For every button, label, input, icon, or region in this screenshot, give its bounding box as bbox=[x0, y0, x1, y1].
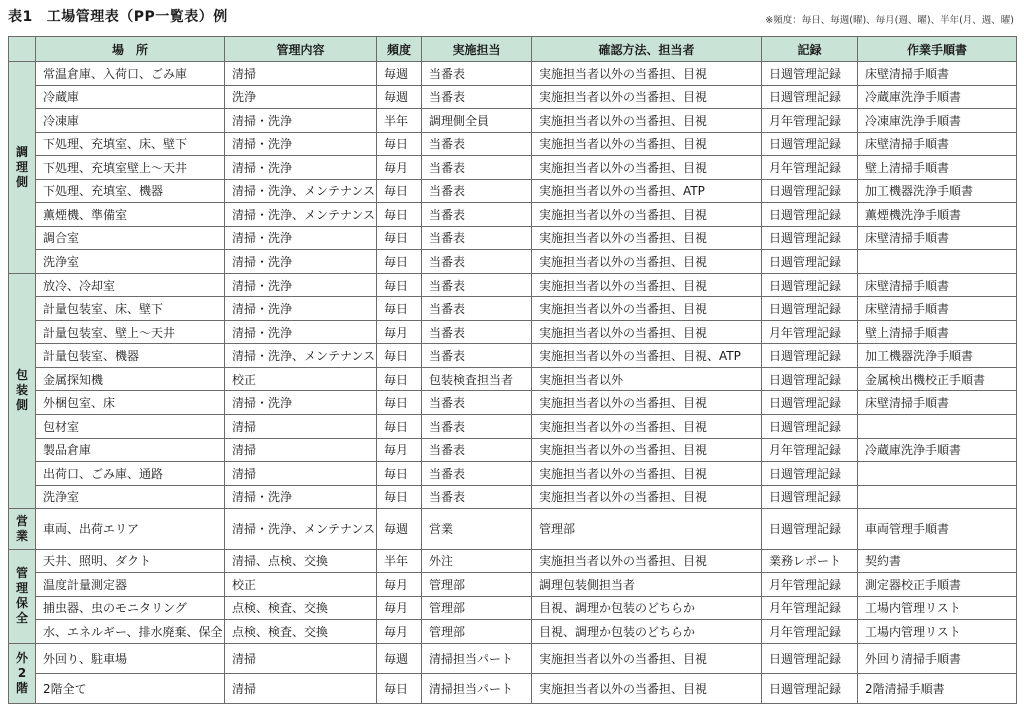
procedure-cell bbox=[858, 462, 1017, 486]
assignee-cell: 当番表 bbox=[422, 273, 532, 297]
location-cell: 下処理、充填室、床、壁下 bbox=[36, 132, 225, 156]
check-method-cell: 実施担当者以外の当番担、目視 bbox=[532, 462, 762, 486]
location-cell: 洗浄室 bbox=[36, 485, 225, 509]
management-cell: 清掃・洗浄 bbox=[225, 273, 377, 297]
frequency-cell: 毎週 bbox=[377, 509, 422, 550]
table-row bbox=[9, 485, 1017, 509]
check-method-cell: 目視、調理か包装のどちらか bbox=[532, 620, 762, 644]
table-row bbox=[9, 132, 1017, 156]
record-cell: 日週管理記録 bbox=[762, 643, 858, 673]
check-method-cell: 調理包装側担当者 bbox=[532, 573, 762, 597]
location-cell: 金属探知機 bbox=[36, 367, 225, 391]
procedure-cell: 床壁清掃手順書 bbox=[858, 226, 1017, 250]
table-row bbox=[9, 367, 1017, 391]
check-method-cell: 実施担当者以外の当番担、目視 bbox=[532, 391, 762, 415]
location-cell: 下処理、充填室壁上～天井 bbox=[36, 156, 225, 180]
frequency-cell: 毎日 bbox=[377, 226, 422, 250]
management-cell: 校正 bbox=[225, 367, 377, 391]
pp-management-table bbox=[8, 36, 1017, 704]
location-cell: 出荷口、ごみ庫、通路 bbox=[36, 462, 225, 486]
table-row bbox=[9, 643, 1017, 673]
check-method-cell: 実施担当者以外の当番担、目視、ATP bbox=[532, 344, 762, 368]
management-cell: 清掃・洗浄 bbox=[225, 226, 377, 250]
frequency-cell: 毎月 bbox=[377, 320, 422, 344]
frequency-cell: 半年 bbox=[377, 109, 422, 133]
check-method-cell: 実施担当者以外の当番担、目視 bbox=[532, 643, 762, 673]
frequency-cell: 毎月 bbox=[377, 573, 422, 597]
table-row bbox=[9, 320, 1017, 344]
table-row bbox=[9, 414, 1017, 438]
location-cell: 冷凍庫 bbox=[36, 109, 225, 133]
record-cell: 日週管理記録 bbox=[762, 179, 858, 203]
check-method-cell: 目視、調理か包装のどちらか bbox=[532, 596, 762, 620]
frequency-cell: 半年 bbox=[377, 549, 422, 573]
location-cell: 薫煙機、準備室 bbox=[36, 203, 225, 227]
record-cell: 月年管理記録 bbox=[762, 109, 858, 133]
management-cell: 清掃・洗浄、メンテナンス bbox=[225, 344, 377, 368]
procedure-cell: 床壁清掃手順書 bbox=[858, 273, 1017, 297]
table-row bbox=[9, 673, 1017, 703]
record-cell: 日週管理記録 bbox=[762, 462, 858, 486]
frequency-cell: 毎日 bbox=[377, 250, 422, 274]
management-cell: 清掃 bbox=[225, 62, 377, 86]
check-method-cell: 実施担当者以外の当番担、目視 bbox=[532, 109, 762, 133]
management-cell: 校正 bbox=[225, 573, 377, 597]
check-method-cell: 実施担当者以外の当番担、目視 bbox=[532, 320, 762, 344]
management-cell: 洗浄 bbox=[225, 85, 377, 109]
management-cell: 清掃 bbox=[225, 673, 377, 703]
table-row bbox=[9, 462, 1017, 486]
check-method-cell: 実施担当者以外の当番担、目視 bbox=[532, 297, 762, 321]
frequency-cell: 毎週 bbox=[377, 62, 422, 86]
assignee-cell: 当番表 bbox=[422, 438, 532, 462]
frequency-cell: 毎日 bbox=[377, 485, 422, 509]
category-label: 管理保全 bbox=[15, 566, 28, 626]
check-method-cell: 管理部 bbox=[532, 509, 762, 550]
assignee-cell: 当番表 bbox=[422, 344, 532, 368]
check-method-cell: 実施担当者以外の当番担、目視 bbox=[532, 85, 762, 109]
table-row bbox=[9, 297, 1017, 321]
procedure-cell: 冷蔵庫洗浄手順書 bbox=[858, 85, 1017, 109]
assignee-cell: 管理部 bbox=[422, 573, 532, 597]
assignee-cell: 当番表 bbox=[422, 320, 532, 344]
management-cell: 清掃・洗浄 bbox=[225, 485, 377, 509]
table-row bbox=[9, 344, 1017, 368]
table-number: 表1 bbox=[8, 9, 33, 25]
category-label: 調理側 bbox=[15, 144, 28, 189]
assignee-cell: 当番表 bbox=[422, 250, 532, 274]
assignee-cell: 当番表 bbox=[422, 203, 532, 227]
check-method-cell: 実施担当者以外の当番担、目視 bbox=[532, 226, 762, 250]
location-cell: 調合室 bbox=[36, 226, 225, 250]
header-management: 管理内容 bbox=[225, 37, 377, 62]
assignee-cell: 包装検査担当者 bbox=[422, 367, 532, 391]
record-cell: 月年管理記録 bbox=[762, 620, 858, 644]
table-row bbox=[9, 549, 1017, 573]
table-row bbox=[9, 250, 1017, 274]
assignee-cell: 当番表 bbox=[422, 226, 532, 250]
check-method-cell: 実施担当者以外の当番担、目視 bbox=[532, 273, 762, 297]
procedure-cell: 金属検出機校正手順書 bbox=[858, 367, 1017, 391]
assignee-cell: 当番表 bbox=[422, 485, 532, 509]
table-row bbox=[9, 109, 1017, 133]
table-row bbox=[9, 273, 1017, 297]
management-cell: 清掃 bbox=[225, 462, 377, 486]
procedure-cell bbox=[858, 250, 1017, 274]
record-cell: 日週管理記録 bbox=[762, 485, 858, 509]
record-cell: 日週管理記録 bbox=[762, 226, 858, 250]
check-method-cell: 実施担当者以外の当番担、目視 bbox=[532, 673, 762, 703]
record-cell: 日週管理記録 bbox=[762, 367, 858, 391]
table-row bbox=[9, 156, 1017, 180]
management-cell: 清掃・洗浄 bbox=[225, 132, 377, 156]
check-method-cell: 実施担当者以外の当番担、目視 bbox=[532, 62, 762, 86]
check-method-cell: 実施担当者以外 bbox=[532, 367, 762, 391]
header-row bbox=[9, 37, 1017, 62]
procedure-cell: 外回り清掃手順書 bbox=[858, 643, 1017, 673]
management-cell: 清掃・洗浄 bbox=[225, 391, 377, 415]
location-cell: 水、エネルギー、排水廃棄、保全 bbox=[36, 620, 225, 644]
procedure-cell: 冷蔵庫洗浄手順書 bbox=[858, 438, 1017, 462]
frequency-cell: 毎日 bbox=[377, 273, 422, 297]
table-body bbox=[9, 62, 1017, 704]
procedure-cell: 加工機器洗浄手順書 bbox=[858, 344, 1017, 368]
frequency-cell: 毎月 bbox=[377, 596, 422, 620]
frequency-cell: 毎日 bbox=[377, 367, 422, 391]
assignee-cell: 管理部 bbox=[422, 596, 532, 620]
procedure-cell: 床壁清掃手順書 bbox=[858, 391, 1017, 415]
management-cell: 清掃・洗浄、メンテナンス bbox=[225, 203, 377, 227]
frequency-cell: 毎日 bbox=[377, 344, 422, 368]
table-row bbox=[9, 620, 1017, 644]
header-category bbox=[9, 37, 36, 62]
management-cell: 清掃、点検、交換 bbox=[225, 549, 377, 573]
header-frequency: 頻度 bbox=[377, 37, 422, 62]
management-cell: 清掃・洗浄 bbox=[225, 320, 377, 344]
frequency-cell: 毎日 bbox=[377, 132, 422, 156]
frequency-cell: 毎週 bbox=[377, 85, 422, 109]
assignee-cell: 清掃担当パート bbox=[422, 673, 532, 703]
frequency-cell: 毎日 bbox=[377, 462, 422, 486]
header-location: 場 所 bbox=[36, 37, 225, 62]
record-cell: 日週管理記録 bbox=[762, 85, 858, 109]
location-cell: 放冷、冷却室 bbox=[36, 273, 225, 297]
record-cell: 日週管理記録 bbox=[762, 62, 858, 86]
header-record: 記録 bbox=[762, 37, 858, 62]
category-cell bbox=[9, 273, 36, 508]
assignee-cell: 外注 bbox=[422, 549, 532, 573]
frequency-cell: 毎日 bbox=[377, 414, 422, 438]
procedure-cell bbox=[858, 414, 1017, 438]
assignee-cell: 管理部 bbox=[422, 620, 532, 644]
management-cell: 点検、検査、交換 bbox=[225, 620, 377, 644]
record-cell: 月年管理記録 bbox=[762, 573, 858, 597]
location-cell: 下処理、充填室、機器 bbox=[36, 179, 225, 203]
procedure-cell: 工場内管理リスト bbox=[858, 596, 1017, 620]
check-method-cell: 実施担当者以外の当番担、目視 bbox=[532, 414, 762, 438]
record-cell: 日週管理記録 bbox=[762, 673, 858, 703]
table-row bbox=[9, 62, 1017, 86]
category-label: 外2階 bbox=[15, 650, 28, 695]
location-cell: 製品倉庫 bbox=[36, 438, 225, 462]
header-assignee: 実施担当 bbox=[422, 37, 532, 62]
assignee-cell: 当番表 bbox=[422, 179, 532, 203]
assignee-cell: 当番表 bbox=[422, 156, 532, 180]
table-row bbox=[9, 179, 1017, 203]
frequency-cell: 毎月 bbox=[377, 156, 422, 180]
assignee-cell: 当番表 bbox=[422, 391, 532, 415]
procedure-cell: 冷凍庫洗浄手順書 bbox=[858, 109, 1017, 133]
procedure-cell: 工場内管理リスト bbox=[858, 620, 1017, 644]
check-method-cell: 実施担当者以外の当番担、目視 bbox=[532, 549, 762, 573]
category-label: 営業 bbox=[15, 513, 28, 543]
procedure-cell: 壁上清掃手順書 bbox=[858, 156, 1017, 180]
location-cell: 計量包装室、壁上～天井 bbox=[36, 320, 225, 344]
location-cell: 常温倉庫、入荷口、ごみ庫 bbox=[36, 62, 225, 86]
location-cell: 計量包装室、機器 bbox=[36, 344, 225, 368]
location-cell: 包材室 bbox=[36, 414, 225, 438]
table-title bbox=[8, 6, 228, 26]
table-row bbox=[9, 391, 1017, 415]
category-label: 包装側 bbox=[15, 368, 28, 413]
record-cell: 月年管理記録 bbox=[762, 438, 858, 462]
procedure-cell: 床壁清掃手順書 bbox=[858, 62, 1017, 86]
frequency-note: ※頻度：毎日、毎週(曜)、毎月(週、曜)、半年(月、週、曜) bbox=[765, 15, 1014, 26]
check-method-cell: 実施担当者以外の当番担、目視 bbox=[532, 156, 762, 180]
frequency-cell: 毎月 bbox=[377, 438, 422, 462]
record-cell: 月年管理記録 bbox=[762, 596, 858, 620]
category-cell bbox=[9, 62, 36, 274]
check-method-cell: 実施担当者以外の当番担、目視 bbox=[532, 438, 762, 462]
management-cell: 点検、検査、交換 bbox=[225, 596, 377, 620]
record-cell: 日週管理記録 bbox=[762, 203, 858, 227]
frequency-cell: 毎日 bbox=[377, 673, 422, 703]
procedure-cell: 測定器校正手順書 bbox=[858, 573, 1017, 597]
record-cell: 業務レポート bbox=[762, 549, 858, 573]
location-cell: 外梱包室、床 bbox=[36, 391, 225, 415]
record-cell: 日週管理記録 bbox=[762, 273, 858, 297]
procedure-cell: 床壁清掃手順書 bbox=[858, 132, 1017, 156]
management-cell: 清掃 bbox=[225, 414, 377, 438]
location-cell: 洗浄室 bbox=[36, 250, 225, 274]
table-row bbox=[9, 226, 1017, 250]
location-cell: 外回り、駐車場 bbox=[36, 643, 225, 673]
assignee-cell: 当番表 bbox=[422, 132, 532, 156]
table-row bbox=[9, 85, 1017, 109]
record-cell: 日週管理記録 bbox=[762, 344, 858, 368]
check-method-cell: 実施担当者以外の当番担、目視 bbox=[532, 485, 762, 509]
management-cell: 清掃・洗浄 bbox=[225, 109, 377, 133]
table-row bbox=[9, 438, 1017, 462]
management-cell: 清掃・洗浄 bbox=[225, 297, 377, 321]
procedure-cell: 床壁清掃手順書 bbox=[858, 297, 1017, 321]
management-cell: 清掃・洗浄、メンテナンス bbox=[225, 179, 377, 203]
record-cell: 月年管理記録 bbox=[762, 156, 858, 180]
category-cell bbox=[9, 509, 36, 550]
check-method-cell: 実施担当者以外の当番担、目視 bbox=[532, 132, 762, 156]
management-cell: 清掃 bbox=[225, 438, 377, 462]
location-cell: 計量包装室、床、壁下 bbox=[36, 297, 225, 321]
procedure-cell: 2階清掃手順書 bbox=[858, 673, 1017, 703]
location-cell: 車両、出荷エリア bbox=[36, 509, 225, 550]
management-cell: 清掃・洗浄 bbox=[225, 156, 377, 180]
location-cell: 捕虫器、虫のモニタリング bbox=[36, 596, 225, 620]
procedure-cell: 壁上清掃手順書 bbox=[858, 320, 1017, 344]
assignee-cell: 当番表 bbox=[422, 62, 532, 86]
assignee-cell: 営業 bbox=[422, 509, 532, 550]
category-cell bbox=[9, 643, 36, 703]
record-cell: 日週管理記録 bbox=[762, 132, 858, 156]
check-method-cell: 実施担当者以外の当番担、ATP bbox=[532, 179, 762, 203]
procedure-cell: 薫煙機洗浄手順書 bbox=[858, 203, 1017, 227]
assignee-cell: 当番表 bbox=[422, 414, 532, 438]
record-cell: 日週管理記録 bbox=[762, 391, 858, 415]
assignee-cell: 調理側全員 bbox=[422, 109, 532, 133]
procedure-cell: 契約書 bbox=[858, 549, 1017, 573]
table-row bbox=[9, 203, 1017, 227]
assignee-cell: 当番表 bbox=[422, 462, 532, 486]
location-cell: 天井、照明、ダクト bbox=[36, 549, 225, 573]
location-cell: 温度計量測定器 bbox=[36, 573, 225, 597]
record-cell: 日週管理記録 bbox=[762, 297, 858, 321]
header-procedure: 作業手順書 bbox=[858, 37, 1017, 62]
assignee-cell: 当番表 bbox=[422, 297, 532, 321]
location-cell: 冷蔵庫 bbox=[36, 85, 225, 109]
record-cell: 日週管理記録 bbox=[762, 509, 858, 550]
frequency-cell: 毎月 bbox=[377, 620, 422, 644]
frequency-cell: 毎週 bbox=[377, 643, 422, 673]
management-cell: 清掃・洗浄、メンテナンス bbox=[225, 509, 377, 550]
management-cell: 清掃 bbox=[225, 643, 377, 673]
location-cell: 2階全て bbox=[36, 673, 225, 703]
frequency-cell: 毎日 bbox=[377, 391, 422, 415]
assignee-cell: 当番表 bbox=[422, 85, 532, 109]
check-method-cell: 実施担当者以外の当番担、目視 bbox=[532, 203, 762, 227]
table-title-text: 工場管理表（PP一覧表）例 bbox=[46, 9, 228, 25]
frequency-cell: 毎日 bbox=[377, 203, 422, 227]
assignee-cell: 清掃担当パート bbox=[422, 643, 532, 673]
record-cell: 月年管理記録 bbox=[762, 320, 858, 344]
category-cell bbox=[9, 549, 36, 643]
procedure-cell: 加工機器洗浄手順書 bbox=[858, 179, 1017, 203]
header-check-method: 確認方法、担当者 bbox=[532, 37, 762, 62]
record-cell: 日週管理記録 bbox=[762, 414, 858, 438]
frequency-cell: 毎日 bbox=[377, 297, 422, 321]
procedure-cell bbox=[858, 485, 1017, 509]
record-cell: 日週管理記録 bbox=[762, 250, 858, 274]
procedure-cell: 車両管理手順書 bbox=[858, 509, 1017, 550]
table-row bbox=[9, 573, 1017, 597]
frequency-cell: 毎日 bbox=[377, 179, 422, 203]
table-row bbox=[9, 509, 1017, 550]
check-method-cell: 実施担当者以外の当番担、目視 bbox=[532, 250, 762, 274]
management-cell: 清掃・洗浄 bbox=[225, 250, 377, 274]
table-row bbox=[9, 596, 1017, 620]
